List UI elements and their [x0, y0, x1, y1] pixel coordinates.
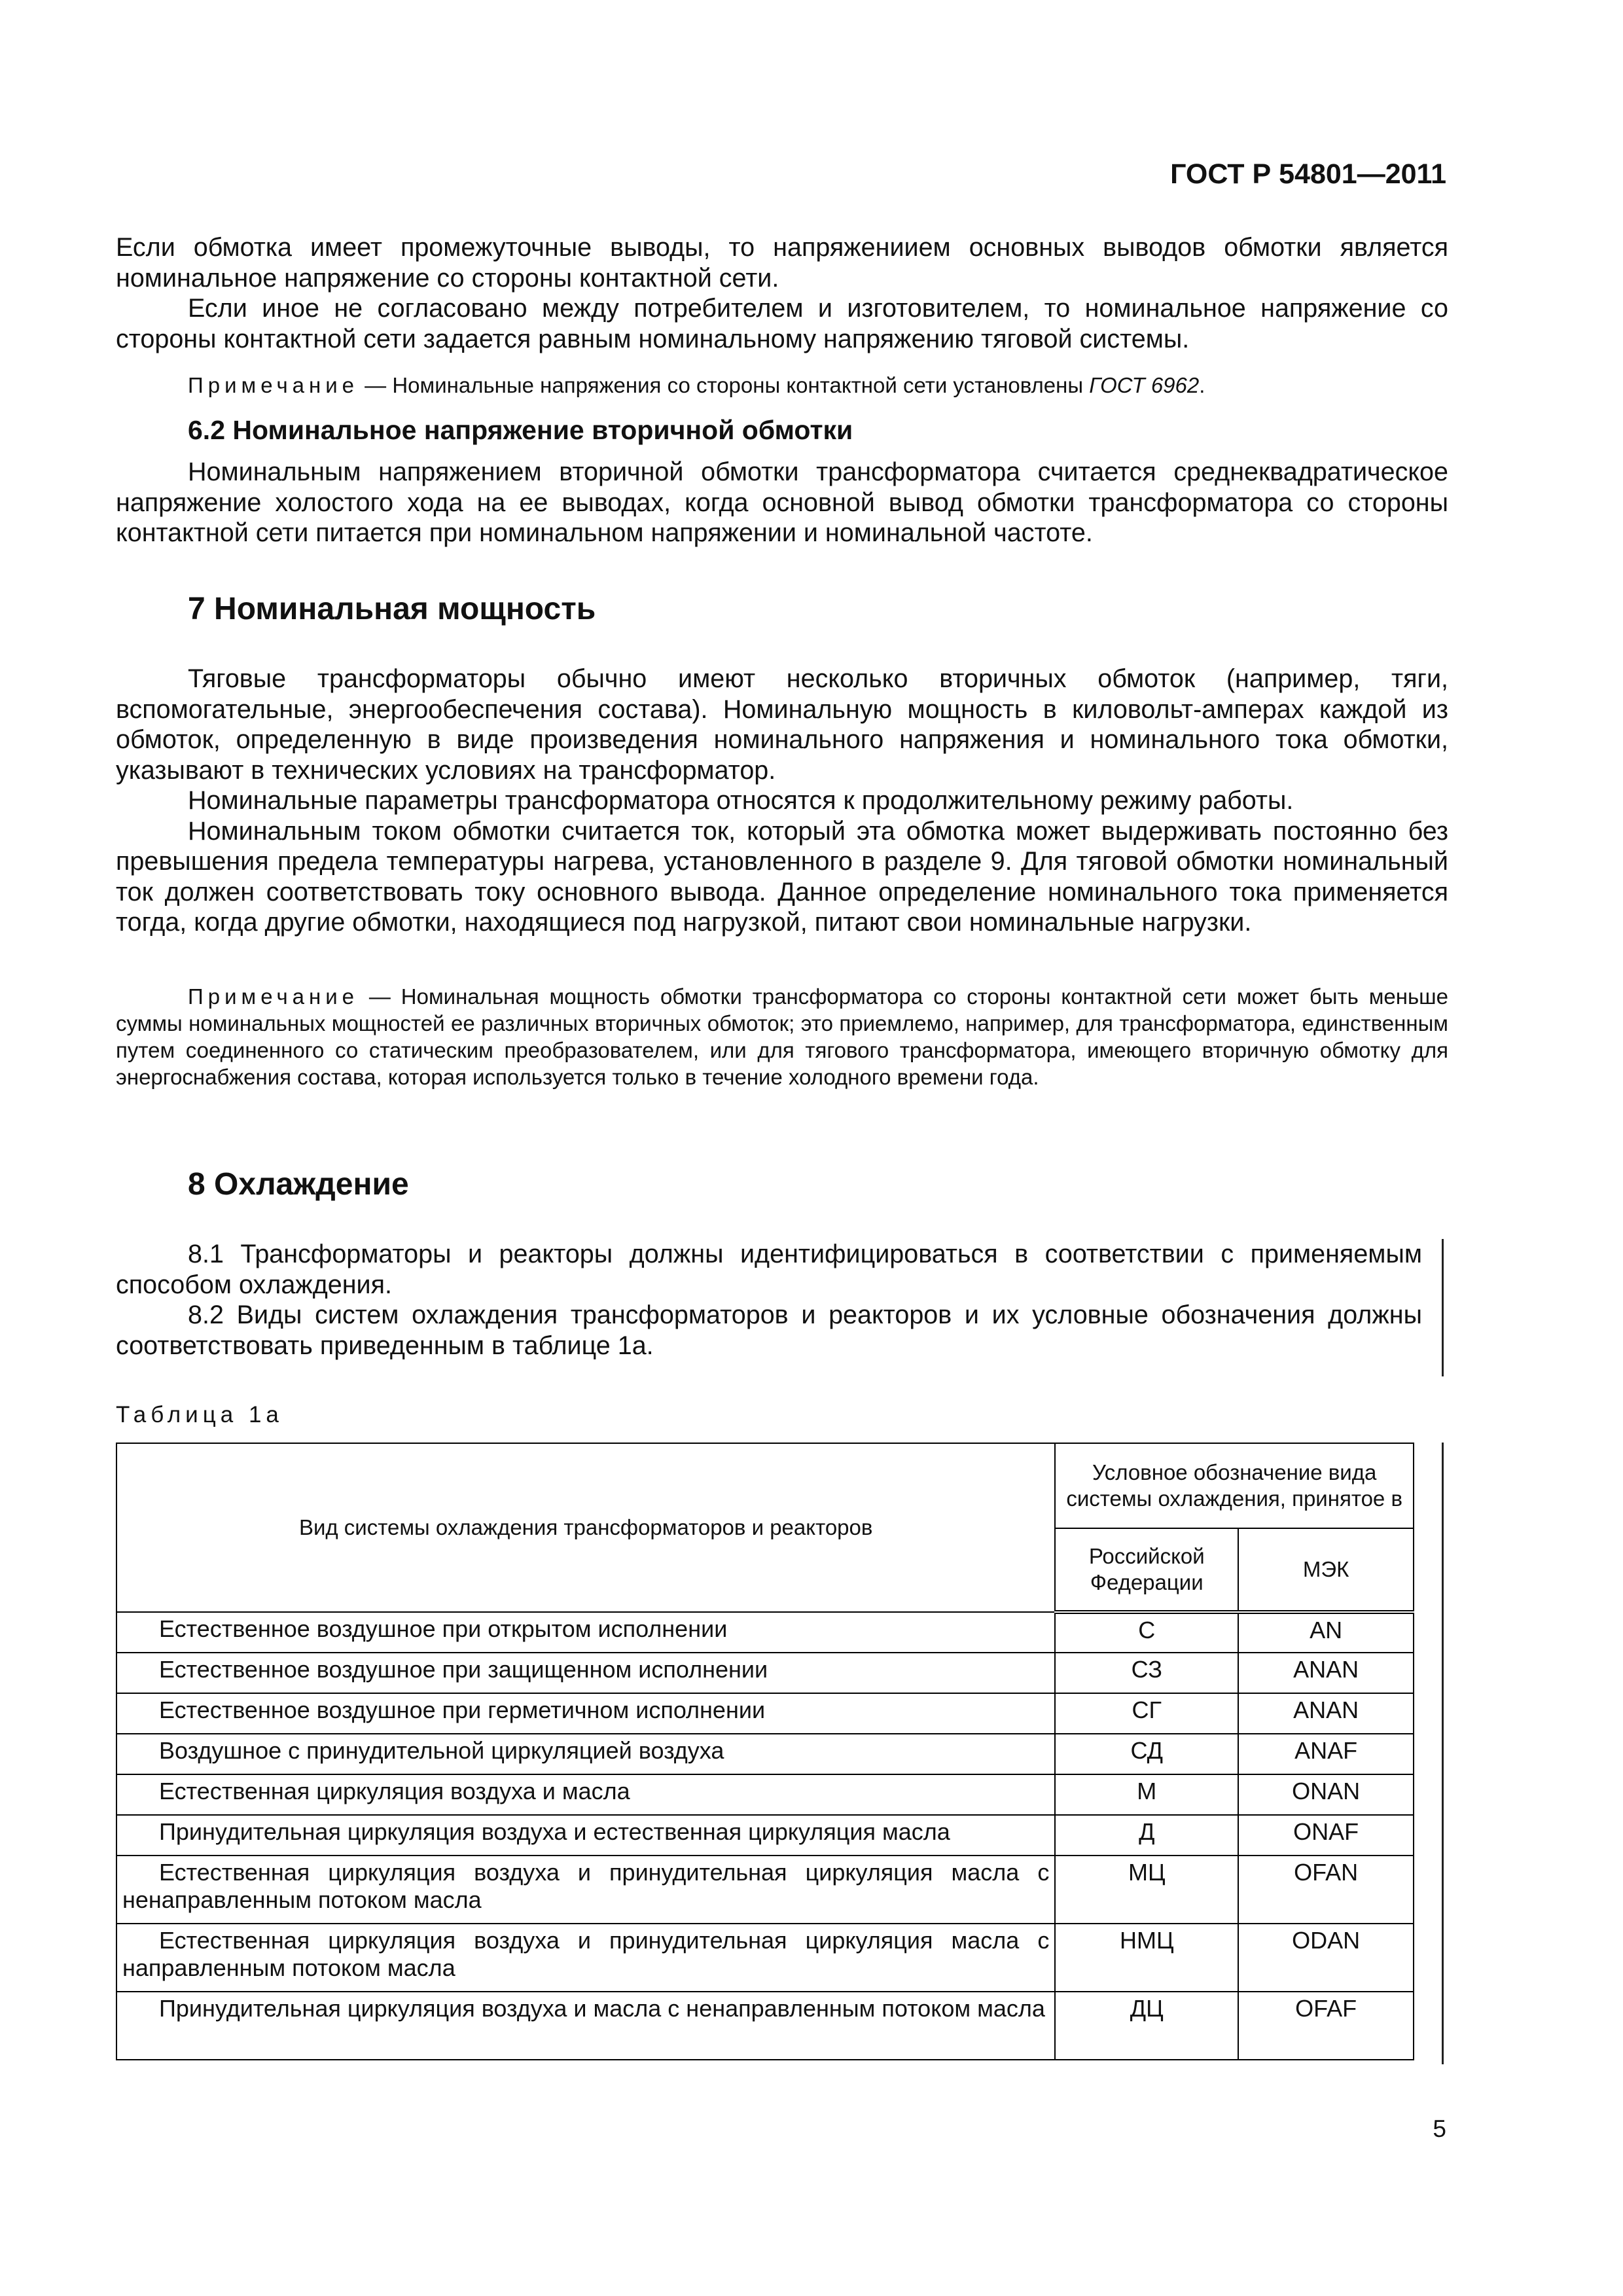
- paragraph: 8.2 Виды систем охлаждения трансформаторов и реакторов и их условные обозначения должны соответствовать приведенным в таблице 1а.: [116, 1300, 1422, 1360]
- note: [116, 372, 1448, 399]
- header-iec: МЭК: [1238, 1528, 1414, 1612]
- cell-kind: Естественное воздушное при открытом исполнении: [116, 1612, 1055, 1653]
- table-row: [116, 1693, 1414, 1734]
- paragraph: Номинальным напряжением вторичной обмотки трансформатора считается среднеквадратическое напряжение холостого хода на ее выводах, когда основной вывод обмотки трансформатора со стороны контактной сети питается при номинальном напряжении и номинальной частоте.: [116, 457, 1448, 547]
- table-row: [116, 1924, 1414, 1992]
- cooling-types-table: [116, 1443, 1414, 2060]
- cell-kind: Воздушное с принудительной циркуляцией воздуха: [116, 1734, 1055, 1774]
- cell-kind: Принудительная циркуляция воздуха и естественная циркуляция масла: [116, 1815, 1055, 1856]
- page-number: 5: [1433, 2115, 1446, 2142]
- note-text: — Номинальные напряжения со стороны контактной сети установлены: [359, 373, 1090, 397]
- paragraph: Номинальным током обмотки считается ток, который эта обмотка может выдерживать постоянно без превышения предела температуры нагрева, установленного в разделе 9. Для тяговой обмотки номинальный ток должен соответствовать току основного вывода. Данное определение номинального тока применяется тогда, когда другие обмотки, находящиеся под нагрузкой, питают свои номинальные нагрузки.: [116, 816, 1448, 937]
- cell-rf: СГ: [1055, 1693, 1238, 1734]
- table-row: [116, 1856, 1414, 1924]
- cell-iec: OFAN: [1238, 1856, 1414, 1924]
- paragraph: 8.1 Трансформаторы и реакторы должны идентифицироваться в соответствии с применяемым способом охлаждения.: [116, 1240, 1422, 1299]
- cell-iec: AN: [1238, 1612, 1414, 1653]
- note-label: Примечание: [188, 984, 359, 1009]
- cell-rf: СЗ: [1055, 1653, 1238, 1693]
- note-reference: ГОСТ 6962: [1089, 373, 1200, 397]
- section-8-body: [116, 1239, 1422, 1361]
- note-label: Примечание: [188, 373, 359, 397]
- table-row: [116, 1992, 1414, 2060]
- table-row: [116, 1815, 1414, 1856]
- table-row: [116, 1774, 1414, 1815]
- cell-rf: ДЦ: [1055, 1992, 1238, 2060]
- cell-kind: Естественное воздушное при герметичном исполнении: [116, 1693, 1055, 1734]
- header-russian-federation: Российской Федерации: [1055, 1528, 1238, 1612]
- cell-kind: Естественная циркуляция воздуха и принудительная циркуляция масла с направленным потоком масла: [116, 1924, 1055, 1992]
- cell-rf: НМЦ: [1055, 1924, 1238, 1992]
- intro-block: [116, 232, 1448, 354]
- cell-rf: Д: [1055, 1815, 1238, 1856]
- cell-iec: ANAF: [1238, 1734, 1414, 1774]
- section-heading-6-2: 6.2 Номинальное напряжение вторичной обмотки: [188, 415, 853, 445]
- cell-iec: ODAN: [1238, 1924, 1414, 1992]
- cell-rf: МЦ: [1055, 1856, 1238, 1924]
- section-7-body: [116, 664, 1448, 938]
- cell-rf: С: [1055, 1612, 1238, 1653]
- note: [116, 983, 1448, 1090]
- section-heading-7: 7 Номинальная мощность: [188, 592, 596, 626]
- table-row: [116, 1734, 1414, 1774]
- table-row: [116, 1653, 1414, 1693]
- paragraph: Номинальные параметры трансформатора относятся к продолжительному режиму работы.: [188, 786, 1294, 815]
- cell-kind: Естественная циркуляция воздуха и принудительная циркуляция масла с ненаправленным потоком масла: [116, 1856, 1055, 1924]
- change-bar: [1442, 1443, 1444, 2064]
- cell-iec: OFAF: [1238, 1992, 1414, 2060]
- cell-kind: Естественное воздушное при защищенном исполнении: [116, 1653, 1055, 1693]
- table-caption: Таблица 1а: [116, 1402, 283, 1427]
- cell-rf: М: [1055, 1774, 1238, 1815]
- note-text: — Номинальная мощность обмотки трансформатора со стороны контактной сети может быть меньше суммы номинальных мощностей ее различных вторичных обмоток; это приемлемо, например, для трансформатора, единственным путем соединенного со статическим преобразователем, или для тягового трансформатора, имеющего вторичную обмотку для энергоснабжения состава, которая используется только в течение холодного времени года.: [116, 984, 1448, 1089]
- cell-iec: ANAN: [1238, 1693, 1414, 1734]
- cell-kind: Естественная циркуляция воздуха и масла: [116, 1774, 1055, 1815]
- cell-rf: СД: [1055, 1734, 1238, 1774]
- paragraph: Если обмотка имеет промежуточные выводы, то напряжениием основных выводов обмотки является номинальное напряжение со стороны контактной сети.: [116, 233, 1448, 293]
- header-cooling-kind: Вид системы охлаждения трансформаторов и реакторов: [116, 1443, 1055, 1612]
- note-end: .: [1199, 373, 1205, 397]
- cell-iec: ONAN: [1238, 1774, 1414, 1815]
- paragraph: Тяговые трансформаторы обычно имеют несколько вторичных обмоток (например, тяги, вспомогательные, энергообеспечения состава). Номинальную мощность в киловольт-амперах каждой из обмоток, определенную в виде произведения номинального напряжения и номинального тока обмотки, указывают в технических условиях на трансформатор.: [116, 664, 1448, 785]
- header-designation-group: Условное обозначение вида системы охлаждения, принятое в: [1055, 1443, 1414, 1528]
- cell-iec: ANAN: [1238, 1653, 1414, 1693]
- table-row: [116, 1612, 1414, 1653]
- cell-kind: Принудительная циркуляция воздуха и масла с ненаправленным потоком масла: [116, 1992, 1055, 2060]
- paragraph: Если иное не согласовано между потребителем и изготовителем, то номинальное напряжение со стороны контактной сети задается равным номинальному напряжению тяговой системы.: [116, 294, 1448, 353]
- cell-iec: ONAF: [1238, 1815, 1414, 1856]
- section-heading-8: 8 Охлаждение: [188, 1167, 409, 1202]
- section-6-2-body: [116, 457, 1448, 548]
- change-bar: [1442, 1239, 1444, 1376]
- document-id: ГОСТ Р 54801—2011: [1170, 158, 1446, 190]
